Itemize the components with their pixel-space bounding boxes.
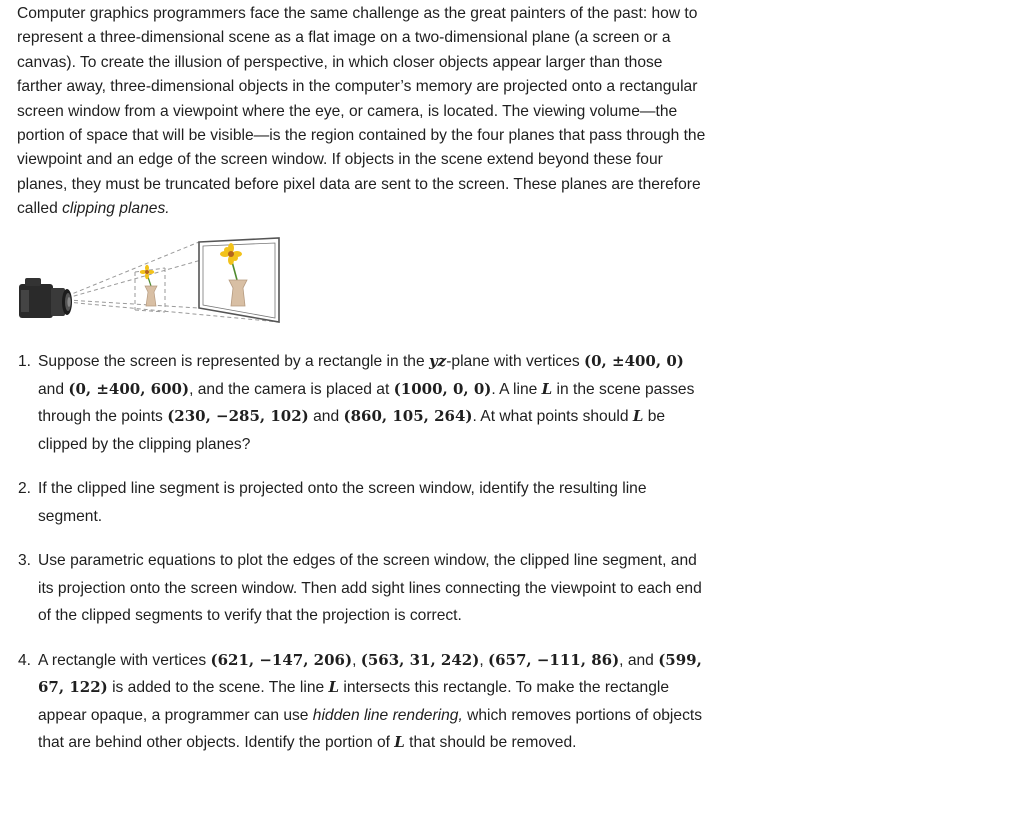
problem-text: If the clipped line segment is projected onto the screen window, identify the resulting line segment. <box>38 480 647 525</box>
intro-text: Computer graphics programmers face the same challenge as the great painters of the past: how to represent a three-dimensional scene as a flat image on a two-dimensional plane (a screen or a canvas). To create the illusion of perspective, in which closer objects appear larger than those farther away, three-dimensional objects in the computer’s memory are projected onto a rectangular screen window from a viewpoint where the eye, or camera, is located. The viewing volume—the portion of space that will be visible—is the region contained by the four planes that pass through the viewpoint and an edge of the screen window. If objects in the scene extend beyond these four planes, they must be truncated before pixel data are sent to the screen. These planes are therefore called <box>17 5 706 218</box>
math-point: (0, ±400, 600) <box>68 379 190 398</box>
math-point: (0, ±400, 0) <box>584 352 684 370</box>
problem-item-2 <box>18 475 708 530</box>
math-point: (1000, 0, 0) <box>393 379 492 398</box>
problem-text: , <box>479 651 489 669</box>
problem-text: be clipped by the clipping planes? <box>38 408 666 453</box>
problem-list <box>18 348 708 774</box>
problem-text: that should be removed. <box>404 734 577 751</box>
camera-icon <box>19 278 72 318</box>
math-variable: yz <box>428 352 447 370</box>
problem-text: , <box>352 651 361 669</box>
problem-text: intersects this rectangle. To make the rectangle appear opaque, a programmer can use <box>38 679 670 724</box>
math-variable: L <box>328 678 340 696</box>
problem-number: 3. <box>18 552 32 569</box>
perspective-svg <box>15 236 285 328</box>
math-variable: L <box>394 733 405 751</box>
problem-text: is added to the scene. The line <box>107 679 329 696</box>
intro-paragraph <box>17 2 707 222</box>
intro-emphasis: clipping planes. <box>62 200 170 218</box>
flower-vase-icon <box>140 265 157 306</box>
math-point: (860, 105, 264) <box>343 407 473 425</box>
problem-text: Suppose the screen is represented by a rectangle in the <box>38 353 429 370</box>
screen-window-icon <box>199 238 279 322</box>
math-variable: L <box>541 379 553 398</box>
problem-number: 2. <box>18 480 32 497</box>
problem-text: , and <box>619 651 659 669</box>
math-point: (563, 31, 242) <box>360 650 480 669</box>
problem-text: Use parametric equations to plot the edges of the screen window, the clipped line segment, and its projection onto the screen window. Then add sight lines connecting the viewpoint to each end of the clipped segments to verify that the projection is correct. <box>38 552 702 624</box>
math-point: (599, 67, 122) <box>38 650 702 696</box>
problem-number: 1. <box>18 353 32 370</box>
math-point: (621, −147, 206) <box>210 650 353 669</box>
problem-text: and <box>308 408 344 425</box>
math-point: (657, −111, 86) <box>488 650 620 669</box>
problem-number: 4. <box>18 651 32 669</box>
problem-text: A rectangle with vertices <box>38 651 211 669</box>
problem-text: -plane with vertices <box>446 353 585 370</box>
problem-item-3 <box>18 547 708 630</box>
emphasis-term: hidden line rendering, <box>312 706 463 724</box>
problem-item-4 <box>18 647 708 757</box>
problem-text: and <box>38 380 69 398</box>
math-variable: L <box>632 407 644 425</box>
problem-item-1 <box>18 348 708 458</box>
problem-text: . At what points should <box>472 408 633 425</box>
problem-text: in the scene passes through the points <box>38 380 695 425</box>
math-point: (230, −285, 102) <box>167 407 309 425</box>
problem-text: , and the camera is placed at <box>189 380 394 398</box>
problem-text: . A line <box>491 380 542 398</box>
problem-text: which removes portions of objects that are behind other objects. Identify the portion of <box>38 706 702 751</box>
perspective-illustration <box>15 236 285 328</box>
